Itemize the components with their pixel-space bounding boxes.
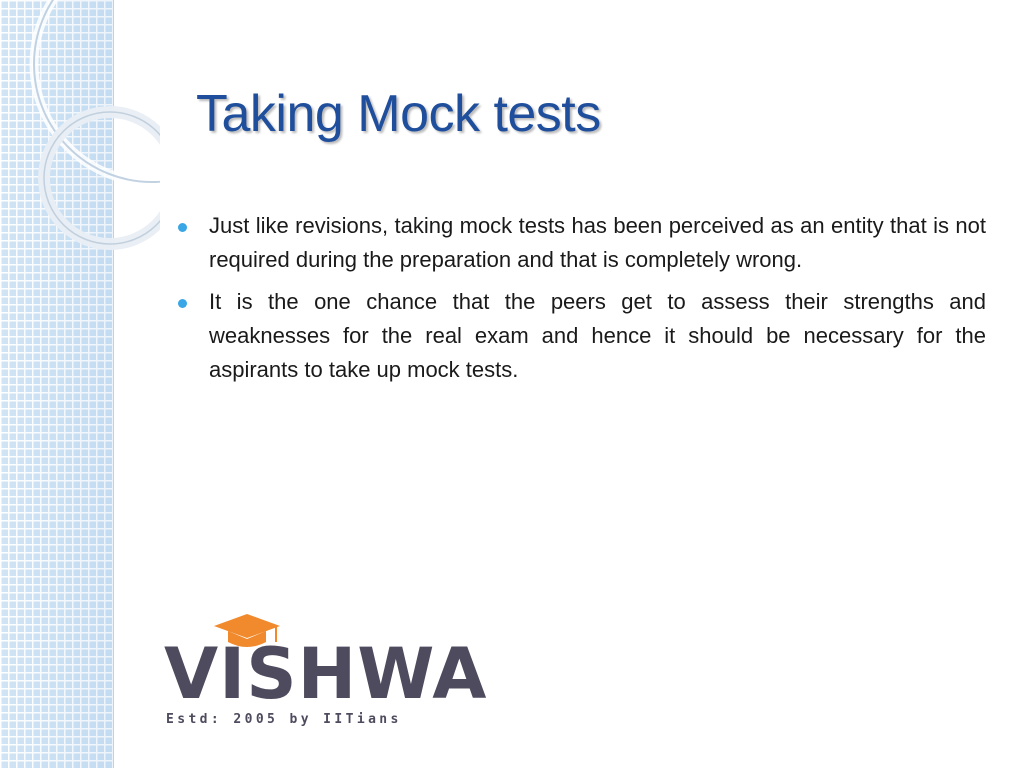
bullet-item [172, 285, 986, 387]
slide-title: Taking Mock tests [196, 85, 601, 143]
decorative-rings [0, 0, 160, 260]
bullet-item [172, 209, 986, 277]
vishwa-logo [160, 612, 488, 742]
bullet-dot-icon [178, 223, 187, 232]
bullet-list [172, 209, 986, 395]
bullet-text: It is the one chance that the peers get to assess their strengths and weaknesses for the real exam and hence it should be necessary for the aspirants to take up mock tests. [209, 289, 986, 382]
bullet-dot-icon [178, 299, 187, 308]
logo-tagline: Estd: 2005 by IITians [166, 712, 402, 727]
logo-wordmark: VISHWA [164, 633, 488, 715]
bullet-text: Just like revisions, taking mock tests has been perceived as an entity that is not required during the preparation and that is completely wrong. [209, 213, 986, 272]
